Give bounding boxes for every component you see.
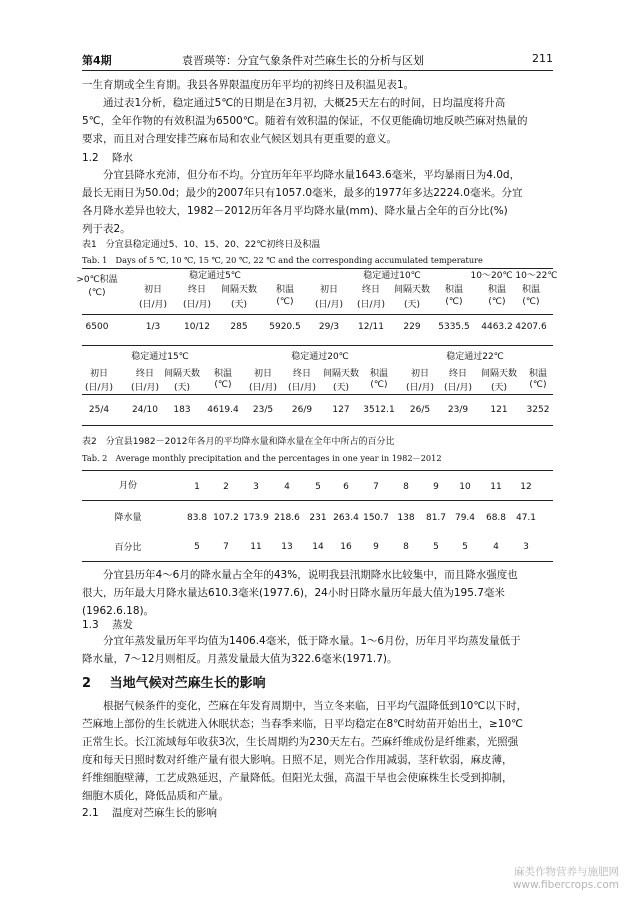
paragraph-flood-season: 分宜县历年4～6月的降水量占全年的43%，说明我县汛期降水比较集中，而且降水强度也 很大，历年最大月降水量达610.3毫米(1977.6)，24小时日降水量历年最大值为195.7毫米 (1962.6.18)。 [82, 569, 518, 617]
table1-header-cell: 积温 [444, 285, 463, 295]
table2-month-cell: 9 [433, 482, 439, 492]
table1-header-cell: (℃) [88, 288, 106, 298]
table2-row-label: 月份 [118, 481, 137, 491]
table-cell: 4463.2 [481, 322, 513, 332]
table-cell: 16 [340, 542, 352, 552]
section-heading-1-3: 1.3 蒸发 [82, 619, 134, 631]
table2-row-label: 百分比 [114, 543, 142, 553]
table2-month-cell: 11 [490, 482, 502, 492]
table-cell: 13 [281, 542, 293, 552]
table-cell: 79.4 [454, 513, 476, 523]
page-number: 211 [532, 52, 553, 65]
header-rule [82, 70, 553, 71]
table1-header-cell: 终日 [361, 285, 380, 295]
table2-top-rule [82, 470, 553, 471]
table1-header-cell: 终日 [292, 369, 311, 379]
table1-group-header: 10～20℃ 10～22℃ [470, 271, 558, 281]
paragraph-evaporation: 分宜年蒸发量历年平均值为1406.4毫米，低于降水量。1～6月份，历年月平均蒸发量低于 降水量，7～12月则相反。月蒸发量最大值为322.6毫米(1971.7)。 [82, 635, 521, 665]
table2-month-cell: 1 [194, 482, 200, 492]
table-cell: 24/10 [132, 405, 158, 415]
table1-header-cell: (日/月) [138, 300, 168, 310]
table-cell: 173.9 [243, 513, 269, 523]
table2-header-rule [82, 500, 553, 501]
table1-header-cell: (℃) [488, 297, 506, 307]
table1-header-cell: 积温 [369, 369, 388, 379]
table1-header-cell: 初日 [319, 285, 338, 295]
table-cell: 218.6 [274, 513, 300, 523]
table-cell: 5 [433, 542, 439, 552]
issue-number: 第4期 [82, 54, 112, 67]
table1-header-cell: 积温 [213, 369, 232, 379]
table1-header-cell: (日/月) [182, 300, 212, 310]
table-cell: 231 [309, 513, 327, 523]
table-cell: 263.4 [333, 513, 359, 523]
table1-part1-bottom-rule [82, 314, 553, 315]
table-cell: 107.2 [213, 513, 239, 523]
table1-header-cell: 间隔天数 [322, 369, 359, 379]
table1-part2-top-rule [82, 345, 553, 346]
table1-header-cell: (日/月) [314, 300, 344, 310]
table-cell: 9 [373, 542, 379, 552]
table1-header-cell: 积温 [487, 285, 506, 295]
table1-header-cell: 终日 [135, 369, 154, 379]
table-cell: 4 [493, 542, 499, 552]
table-cell: 229 [403, 322, 421, 332]
table-cell: 138 [397, 513, 415, 523]
table1-caption-en: Tab. 1 Days of 5 ℃, 10 ℃, 15 ℃, 20 ℃, 22 ℃ and the corresponding accumulated temperature [82, 255, 483, 265]
table-cell: 10/12 [184, 322, 210, 332]
table-cell: 5 [462, 542, 468, 552]
table1-header-cell: (℃) [370, 380, 388, 390]
table-cell: 68.8 [485, 513, 507, 523]
table-cell: 14 [312, 542, 324, 552]
table1-header-cell: (℃) [214, 380, 232, 390]
table-cell: 81.7 [425, 513, 447, 523]
table2-month-cell: 3 [253, 482, 259, 492]
table-cell: 8 [403, 542, 409, 552]
table-cell: 23/5 [252, 405, 274, 415]
table1-header-cell: (日/月) [84, 383, 114, 393]
table1-group-header: 稳定通过15℃ [131, 352, 189, 362]
table-cell: 25/4 [88, 405, 110, 415]
table1-header-cell: 终日 [187, 285, 206, 295]
table1-header-cell: 间隔天数 [220, 285, 257, 295]
table1-header-cell: 积温 [528, 369, 547, 379]
table1-header-cell: (日/月) [443, 383, 473, 393]
table-cell: 1/3 [145, 322, 161, 332]
table-cell: 4207.6 [515, 322, 547, 332]
table1-header-cell: 积温 [521, 285, 540, 295]
table-cell: 127 [332, 405, 350, 415]
table1-header-cell: >0℃积温 [76, 275, 118, 285]
table-cell: 26/5 [409, 405, 431, 415]
table1-header-cell: (天) [173, 383, 191, 393]
paragraph-climate-influence: 根据气候条件的变化，苎麻在年发育周期中，当立冬来临，日平均气温降低到10℃以下时， 苎麻地上部份的生长就进入休眠状态；当春季来临，日平均稳定在8℃时幼苗开始出土，≥10℃ 正常生长。长江流域每年收获3次，生长周期约为230天左右。苎麻纤维成份是纤维素，光照强 度和每天日照时数对纤维产量有很大影响。日照不足，则光合作用减弱，茎秆软弱，麻皮薄， 纤维细胞壁薄，工艺成熟延迟，产量降低。但阳光太强，高温干旱也会使麻株生长受到抑制， 细胞木质化，降低品质和产量。 [82, 700, 528, 802]
table-cell: 5335.5 [438, 322, 470, 332]
table1-header-cell: (℃) [445, 297, 463, 307]
table-cell: 6500 [85, 322, 109, 332]
table1-header-cell: 初日 [143, 285, 162, 295]
table-cell: 5920.5 [269, 322, 301, 332]
table1-header-cell: 终日 [448, 369, 467, 379]
table1-group-header: 稳定通过22℃ [446, 352, 504, 362]
section-heading-1-2: 1.2 降水 [82, 152, 134, 164]
table1-header-cell: (天) [490, 383, 508, 393]
table2-caption-en: Tab. 2 Average monthly precipitation and the percentages in one year in 1982－2012 [82, 453, 442, 463]
table1-header-cell: 积温 [275, 285, 294, 295]
table2-month-cell: 4 [284, 482, 290, 492]
table-cell: 23/9 [447, 405, 469, 415]
table-cell: 3512.1 [363, 405, 395, 415]
table-cell: 3252 [526, 405, 550, 415]
running-header [82, 52, 553, 68]
table-cell: 12/11 [358, 322, 384, 332]
table1-group-header: 稳定通过20℃ [291, 352, 349, 362]
table1-header-cell: 间隔天数 [480, 369, 517, 379]
table-cell: 47.1 [515, 513, 537, 523]
table-cell: 183 [173, 405, 191, 415]
table-cell: 26/9 [291, 405, 313, 415]
table1-caption: 表1 分宜县稳定通过5、10、15、20、22℃初终日及积温 [82, 240, 321, 250]
table1-header-cell: (℃) [529, 380, 547, 390]
table1-group-header: 稳定通过5℃ [189, 271, 241, 281]
section-heading-2: 2 当地气候对苎麻生长的影响 [82, 676, 266, 691]
table-cell: 150.7 [363, 513, 389, 523]
table1-header-cell: (日/月) [248, 383, 278, 393]
table1-bottom-rule [82, 425, 553, 426]
table1-header-cell: (日/月) [287, 383, 317, 393]
paragraph-precipitation: 分宜县降水充沛，但分布不均。分宜历年年平均降水量1643.6毫米，平均暴雨日为4.0d， 最长无雨日为50.0d；最少的2007年只有1057.0毫米，最多的1977年多达2224.0毫米。分宜 各月降水差异也较大，1982－2012历年各月平均降水量(mm)、降水量占全年的百分比(%) 列于表2。 [82, 169, 523, 235]
table1-part2-header-rule [82, 394, 553, 395]
table2-month-cell: 12 [520, 482, 532, 492]
table-cell: 11 [250, 542, 262, 552]
table1-header-cell: 初日 [253, 369, 272, 379]
table2-row-label: 降水量 [114, 513, 142, 523]
table1-header-cell: 初日 [89, 369, 108, 379]
table-cell: 3 [523, 542, 529, 552]
table1-header-cell: (天) [332, 383, 350, 393]
table1-header-cell: (天) [230, 300, 248, 310]
running-title: 袁晋瑛等：分宜气象条件对苎麻生长的分析与区划 [182, 54, 424, 67]
table2-month-cell: 10 [459, 482, 471, 492]
table1-group-header: 稳定通过10℃ [363, 271, 421, 281]
table2-month-cell: 6 [343, 482, 349, 492]
table1-header-cell: (日/月) [356, 300, 386, 310]
table2-month-cell: 7 [373, 482, 379, 492]
table1-header-cell: (日/月) [405, 383, 435, 393]
table2-month-cell: 2 [223, 482, 229, 492]
table1-header-cell: (℃) [522, 297, 540, 307]
section-heading-2-1: 2.1 温度对苎麻生长的影响 [82, 807, 218, 819]
table-cell: 285 [230, 322, 248, 332]
table1-header-cell: (日/月) [130, 383, 160, 393]
table1-header-cell: 间隔天数 [393, 285, 430, 295]
table-cell: 7 [223, 542, 229, 552]
table-cell: 29/3 [318, 322, 340, 332]
paragraph-table1-analysis: 通过表1分析，稳定通过5℃的日期是在3月初，大概25天左右的时间，日均温度将升高 5℃，全年作物的有效积温为6500℃。随着有效积温的保证，不仅更能确切地反映苎麻对热量的 要求，而且对合理安排苎麻布局和农业气候区划具有更重要的意义。 [82, 97, 528, 145]
table1-header-cell: 间隔天数 [163, 369, 200, 379]
table-cell: 5 [194, 542, 200, 552]
table-cell: 4619.4 [207, 405, 239, 415]
table-cell: 83.8 [186, 513, 208, 523]
table2-month-cell: 5 [315, 482, 321, 492]
site-watermark: 麻类作物营养与施肥网 www.fibercrops.com [512, 866, 619, 891]
table1-header-cell: (℃) [276, 297, 294, 307]
table2-month-cell: 8 [403, 482, 409, 492]
table2-bottom-rule [82, 561, 553, 562]
paragraph-intro: 一生育期或全生育期。我县各界限温度历年平均的初终日及积温见表1。 [82, 79, 415, 91]
table1-header-cell: 初日 [410, 369, 429, 379]
table-cell: 121 [490, 405, 508, 415]
table1-header-cell: (天) [403, 300, 421, 310]
table2-caption: 表2 分宜县1982－2012年各月的平均降水量和降水量在全年中所占的百分比 [82, 437, 395, 447]
